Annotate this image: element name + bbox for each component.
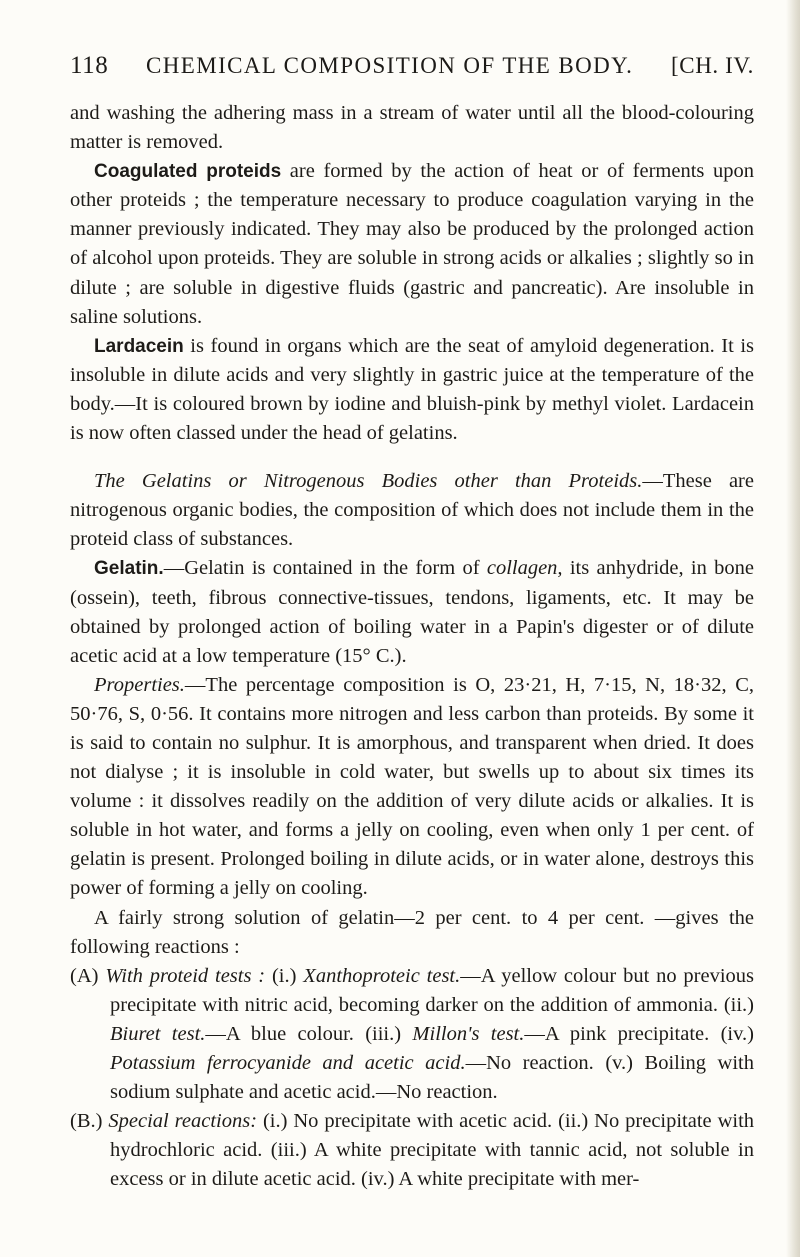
list-heading: Special reactions: xyxy=(108,1110,258,1133)
list-heading: With proteid tests : xyxy=(105,964,266,987)
test-result: Boiling with sodium sulphate and acetic acid.—No reaction. xyxy=(110,1052,755,1104)
list-marker: (A) xyxy=(70,964,99,987)
page-edge-shadow xyxy=(786,0,800,1257)
test-number: (v.) xyxy=(605,1052,634,1074)
paragraph-text: —These are nitrogenous organic bodies, the composition of which does not include them in the proteid class of substances. xyxy=(70,470,754,551)
properties-heading: Properties. xyxy=(94,673,185,696)
page-body xyxy=(70,99,754,1194)
test-result: —No reaction. xyxy=(465,1052,594,1074)
test-result: —A blue colour. xyxy=(205,1022,354,1045)
test-number: (iii.) xyxy=(365,1022,402,1045)
test-name: Biuret test. xyxy=(110,1022,206,1045)
paragraph-properties xyxy=(70,671,754,904)
test-name: Potassium ferrocyanide and acetic acid. xyxy=(110,1052,466,1074)
chapter-label: [CH. IV. xyxy=(671,53,754,78)
paragraph-gelatins-section xyxy=(70,467,754,554)
test-result: —A pink precipitate. xyxy=(524,1022,710,1045)
running-title: CHEMICAL COMPOSITION OF THE BODY. xyxy=(146,53,634,78)
paragraph-coagulated-proteids xyxy=(70,157,754,332)
term-gelatin: Gelatin. xyxy=(94,558,164,580)
test-number: (iv.) xyxy=(720,1022,755,1045)
paragraph-gelatin xyxy=(70,554,754,670)
list-item-special-reactions xyxy=(70,1107,754,1194)
list-marker: (B.) xyxy=(70,1110,103,1133)
section-heading: The Gelatins or Nitrogenous Bodies other than Proteids. xyxy=(94,470,643,493)
running-header xyxy=(70,52,754,80)
test-number: (ii.) xyxy=(723,993,754,1016)
book-page xyxy=(70,0,754,1257)
paragraph-text: are formed by the action of heat or of ferments upon other proteids ; the temperature necessary to produce coagulation varying in the manner previously indicated. They may also be produced by the prolonged action of alcohol upon proteids. They are soluble in strong acids or alkalies ; slightly so in dilute ; are soluble in digestive fluids (gastric and pancreatic). Are insoluble in saline solutions. xyxy=(70,160,754,328)
paragraph-text: —The percentage composition is O, 23·21, H, 7·15, N, 18·32, C, 50·76, S, 0·56. It contains more nitrogen and less carbon than proteids. By some it is said to contain no sulphur. It is amorphous, and transparent when dried. It does not dialyse ; it is insoluble in cold water, but swells up to about six times its volume : it dissolves readily on the addition of very dilute acids or alkalies. It is soluble in hot water, and forms a jelly on cooling, even when only 1 per cent. of gelatin is present. Prolonged boiling in dilute acids, or in water alone, destroys this power of forming a jelly on cooling. xyxy=(70,673,754,900)
paragraph-reactions-intro: A fairly strong solution of gelatin—2 per cent. to 4 per cent. —gives the following reactions : xyxy=(70,906,754,958)
term-lardacein: Lardacein xyxy=(94,335,184,357)
paragraph-text: its anhydride, in bone (ossein), teeth, fibrous connective-tissues, tendons, ligaments, etc. It may be obtained by prolonged action of boiling water in a Papin's digester or of dilute acetic acid at a low temperature (15° C.). xyxy=(70,557,754,667)
paragraph-lardacein xyxy=(70,332,754,448)
paragraph-text: —Gelatin is contained in the form of xyxy=(163,557,487,580)
list-item-proteid-tests xyxy=(70,962,754,1107)
term-collagen: collagen, xyxy=(486,557,563,580)
test-name: Millon's test. xyxy=(412,1022,525,1045)
paragraph-continuation: and washing the adhering mass in a stream of water until all the blood-colouring matter is removed. xyxy=(70,102,754,154)
test-result: —A yellow colour but no previous precipitate with nitric acid, becoming darker on the addition of ammonia. xyxy=(110,964,755,1016)
list-text: (i.) No precipitate with acetic acid. (ii.) No precipitate with hydrochloric acid. (iii.) A white precipitate with tannic acid, not soluble in excess or in dilute acetic acid. (iv.) A white precipitate with mer- xyxy=(110,1110,755,1191)
term-coagulated-proteids: Coagulated proteids xyxy=(94,161,282,183)
page-number: 118 xyxy=(70,52,109,79)
paragraph-text: is found in organs which are the seat of amyloid degeneration. It is insoluble in dilute acids and very slightly in gastric juice at the temperature of the body.—It is coloured brown by iodine and bluish-pink by methyl violet. Lardacein is now often classed under the head of gelatins. xyxy=(70,334,754,445)
test-name: Xanthoproteic test. xyxy=(303,964,461,987)
test-number: (i.) xyxy=(271,964,297,987)
